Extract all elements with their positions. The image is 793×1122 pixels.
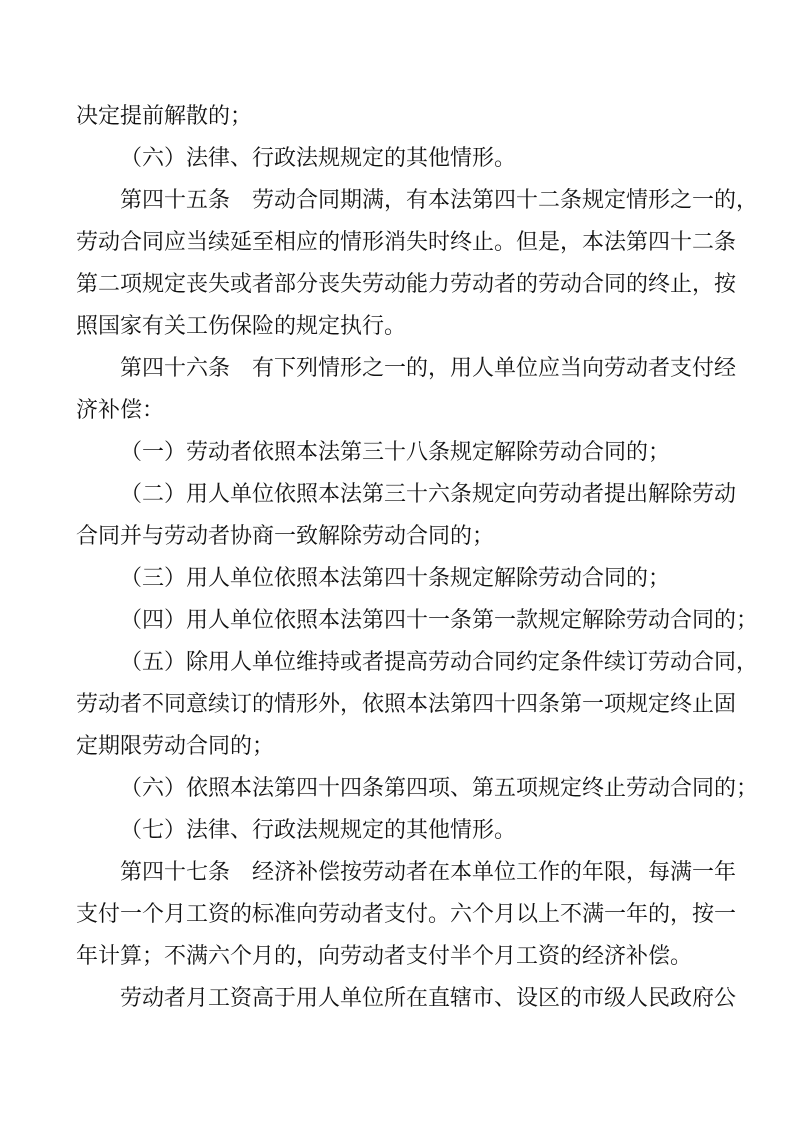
text-line: （四）用人单位依照本法第四十一条第一款规定解除劳动合同的；	[120, 608, 759, 633]
text-line: 年计算；不满六个月的，向劳动者支付半个月工资的经济补偿。	[76, 944, 693, 969]
text-line: 第四十五条 劳动合同期满，有本法第四十二条规定情形之一的，	[120, 188, 759, 213]
text-line: 劳动者不同意续订的情形外，依照本法第四十四条第一项规定终止固	[76, 692, 737, 717]
text-line: 照国家有关工伤保险的规定执行。	[76, 314, 407, 339]
text-line: 第四十六条 有下列情形之一的，用人单位应当向劳动者支付经	[120, 356, 737, 381]
text-line: 定期限劳动合同的；	[76, 734, 275, 759]
text-line: 决定提前解散的；	[76, 104, 253, 129]
text-line: 第二项规定丧失或者部分丧失劳动能力劳动者的劳动合同的终止，按	[76, 272, 737, 297]
text-line: （七）法律、行政法规规定的其他情形。	[120, 818, 517, 843]
text-line: 劳动者月工资高于用人单位所在直辖市、设区的市级人民政府公	[120, 986, 737, 1011]
text-line: （二）用人单位依照本法第三十六条规定向劳动者提出解除劳动	[120, 482, 737, 507]
text-line: （六）法律、行政法规规定的其他情形。	[120, 146, 517, 171]
text-line: （五）除用人单位维持或者提高劳动合同约定条件续订劳动合同，	[120, 650, 759, 675]
text-line: 支付一个月工资的标准向劳动者支付。六个月以上不满一年的，按一	[76, 902, 737, 927]
text-line: （三）用人单位依照本法第四十条规定解除劳动合同的；	[120, 566, 671, 591]
text-line: 济补偿：	[76, 398, 165, 423]
text-line: （六）依照本法第四十四条第四项、第五项规定终止劳动合同的；	[120, 776, 759, 801]
text-line: （一）劳动者依照本法第三十八条规定解除劳动合同的；	[120, 440, 671, 465]
text-line: 第四十七条 经济补偿按劳动者在本单位工作的年限，每满一年	[120, 860, 737, 885]
text-line: 劳动合同应当续延至相应的情形消失时终止。但是，本法第四十二条	[76, 230, 737, 255]
text-line: 合同并与劳动者协商一致解除劳动合同的；	[76, 524, 495, 549]
